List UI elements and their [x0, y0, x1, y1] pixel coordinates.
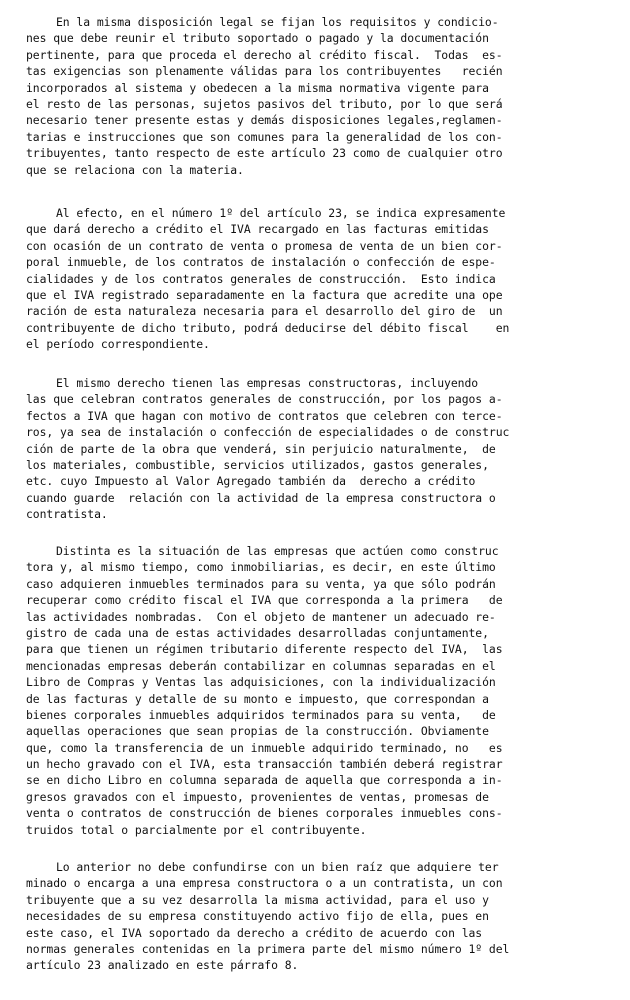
text-line: caso adquieren inmuebles terminados para su venta, ya que sólo podrán [26, 576, 496, 591]
text-line: contribuyente de dicho tributo, podrá deducirse del débito fiscal en [26, 320, 510, 335]
text-line: gistro de cada una de estas actividades desarrolladas conjuntamente, [26, 625, 489, 640]
text-line: tribuyentes, tanto respecto de este artículo 23 como de cualquier otro [26, 146, 503, 161]
text-line: nes que debe reunir el tributo soportado o pagado y la documentación [26, 31, 489, 46]
text-line: Distinta es la situación de las empresas que actúen como construc [56, 544, 499, 558]
text-line: El mismo derecho tienen las empresas constructoras, incluyendo [56, 376, 479, 390]
text-line: este caso, el IVA soportado da derecho a crédito de acuerdo con las [26, 925, 483, 940]
paragraph-real-estate-companies [26, 543, 626, 838]
text-line: cuando guarde relación con la actividad de la empresa constructora o [26, 490, 496, 505]
text-line: artículo 23 analizado en este párrafo 8. [26, 958, 299, 973]
text-line: contratista. [26, 507, 108, 522]
text-line: En la misma disposición legal se fijan los requisitos y condicio- [56, 15, 499, 29]
text-line: que se relaciona con la materia. [26, 162, 244, 177]
text-line: que dará derecho a crédito el IVA recargado en las facturas emitidas [26, 222, 489, 237]
text-line: ción de parte de la obra que venderá, sin perjuicio naturalmente, de [26, 441, 496, 456]
text-line: tarias e instrucciones que son comunes para la generalidad de los con- [26, 129, 503, 144]
text-line: gresos gravados con el impuesto, provenientes de ventas, promesas de [26, 789, 489, 804]
text-line: recuperar como crédito fiscal el IVA que corresponda a la primera de [26, 593, 503, 608]
text-line: poral inmueble, de los contratos de instalación o confección de espe- [26, 255, 496, 270]
text-line: minado o encarga a una empresa constructora o a un contratista, un con [26, 876, 503, 891]
text-line: que, como la transferencia de un inmueble adquirido terminado, no es [26, 740, 503, 755]
text-line: aquellas operaciones que sean propias de la construcción. Obviamente [26, 724, 489, 739]
text-line: se en dicho Libro en columna separada de aquella que corresponda a in- [26, 773, 503, 788]
text-line: cialidades y de los contratos generales de construcción. Esto indica [26, 271, 496, 286]
text-line: bienes corporales inmuebles adquiridos terminados para su venta, de [26, 707, 496, 722]
text-line: el período correspondiente. [26, 337, 210, 352]
text-line: mencionadas empresas deberán contabilizar en columnas separadas en el [26, 658, 496, 673]
text-line: un hecho gravado con el IVA, esta transacción también deberá registrar [26, 757, 503, 772]
text-line: pertinente, para que proceda el derecho al crédito fiscal. Todas es- [26, 47, 503, 62]
text-line: necesario tener presente estas y demás disposiciones legales,reglamen- [26, 113, 503, 128]
text-line: ros, ya sea de instalación o confección de especialidades o de construc [26, 425, 510, 440]
text-line: incorporados al sistema y obedecen a la misma normativa vigente para [26, 80, 489, 95]
paragraph-construction-companies [26, 375, 626, 523]
text-line: con ocasión de un contrato de venta o promesa de venta de un bien cor- [26, 238, 503, 253]
text-line: Libro de Compras y Ventas las adquisiciones, con la individualización [26, 675, 496, 690]
text-line: los materiales, combustible, servicios utilizados, gastos generales, [26, 457, 489, 472]
text-line: normas generales contenidas en la primera parte del mismo número 1º del [26, 941, 510, 956]
text-line: tribuyente que a su vez desarrolla la misma actividad, para el uso y [26, 892, 489, 907]
paragraph-fixed-asset-exception [26, 859, 626, 974]
text-line: tora y, al mismo tiempo, como inmobiliarias, es decir, en este último [26, 560, 496, 575]
text-line: tas exigencias son plenamente válidas para los contribuyentes recién [26, 64, 503, 79]
text-line: etc. cuyo Impuesto al Valor Agregado también da derecho a crédito [26, 474, 476, 489]
text-line: fectos a IVA que hagan con motivo de contratos que celebren con terce- [26, 408, 503, 423]
text-line: necesidades de su empresa constituyendo activo fijo de ella, pues en [26, 909, 489, 924]
text-line: Al efecto, en el número 1º del artículo 23, se indica expresamente [56, 206, 506, 220]
text-line: las que celebran contratos generales de construcción, por los pagos a- [26, 392, 503, 407]
text-line: el resto de las personas, sujetos pasivos del tributo, por lo que será [26, 96, 503, 111]
paragraph-article-23-credit [26, 205, 626, 353]
text-line: las actividades nombradas. Con el objeto de mantener un adecuado re- [26, 609, 496, 624]
text-line: venta o contratos de construcción de bienes corporales inmuebles cons- [26, 806, 503, 821]
paragraph-requirements [26, 14, 626, 178]
text-line: que el IVA registrado separadamente en la factura que acredite una ope [26, 287, 503, 302]
text-line: de las facturas y detalle de su monto e impuesto, que correspondan a [26, 691, 489, 706]
text-line: para que tienen un régimen tributario diferente respecto del IVA, las [26, 642, 503, 657]
text-line: Lo anterior no debe confundirse con un bien raíz que adquiere ter [56, 860, 499, 874]
text-line: ración de esta naturaleza necesaria para el desarrollo del giro de un [26, 304, 503, 319]
text-line: truidos total o parcialmente por el contribuyente. [26, 822, 367, 837]
